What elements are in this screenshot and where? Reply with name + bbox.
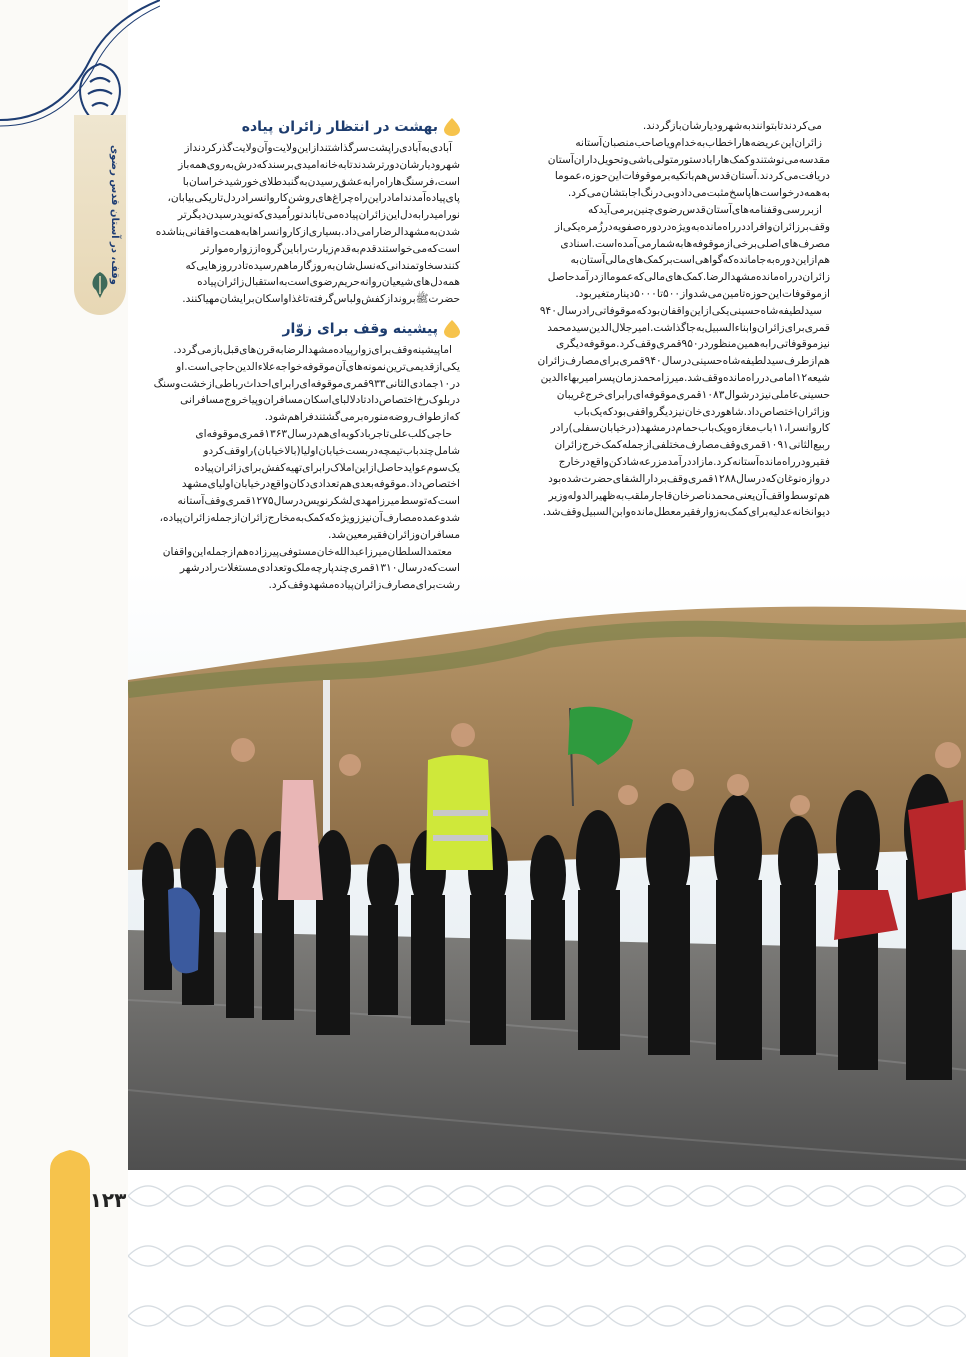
section-label: وقف، در آستان قدس رضوی bbox=[109, 145, 120, 285]
section-title: پیشینه وقف برای زوّار bbox=[282, 320, 438, 337]
heading-drop-icon bbox=[444, 320, 460, 338]
paragraph: زائران‌این‌عریضه‌هاراخطاب‌به‌خدام‌ویاصاحب‌منصبان‌آستانه مقدسه‌می‌نوشتندوکمک‌هارابادستورمتولی‌باشی‌وتحویل‌داران‌آستان دریافت‌می‌کردند.آستان‌قدس‌هم‌باتکیه‌برموقوفات‌این‌حوزه،عموما به‌همه‌درخواست‌هاپاسخ‌مثبت‌می‌دادوبی‌درنگ‌اجابتشان‌می‌کرد. bbox=[547, 136, 830, 200]
left-column bbox=[150, 118, 460, 594]
paragraph: ازبررسی‌وقفنامه‌های‌آستان‌قدس‌رضوی‌چنین‌برمی‌آیدکه وقف‌برزائران‌وافراددرراه‌مانده‌به‌ویژه‌دردوره‌صفویه‌درزُمره‌یکی‌از مصرف‌های‌اصلی‌برخی‌ازموقوفه‌هابه‌شمارمی‌آمده‌است.اسنادی هم‌ازاین‌دوره‌به‌جامانده‌که‌گواهی‌است‌برکمک‌های‌مالی‌آستان‌به زائران‌درراه‌مانده‌مشهدالرضا.کمک‌های‌مالی‌که‌عموماازدرآمدحاصل ازموقوفات‌این‌حوزه‌تامین‌می‌شدواز۵۰۰تا۵۰۰۰دینارمتغیربود. bbox=[547, 203, 830, 300]
tulip-icon bbox=[86, 268, 114, 302]
logo-text bbox=[0, 0, 1, 1]
page-number: ۱۲۳ bbox=[89, 1188, 127, 1212]
paragraph: سیدلطیفه‌شاه‌حسینی‌یکی‌ازاین‌واقفان‌بودکه‌موقوفاتی‌رادرسال۹۴۰ قمری‌برای‌زائران‌وابناءالسبیل‌به‌جاگذاشت.امیرجلال‌الدین‌سیدمحمد نیزموقوفاتی‌رابه‌همین‌منظوردر۹۵۰قمری‌وقف‌کرد.موقوفه‌دیگری هم‌ازطرف‌سیدلطیفه‌شاه‌حسینی‌درسال۹۴۰قمری‌برای‌مصارف‌زائران شیعه۱۲امامی‌درراه‌مانده‌وقف‌شد.میرزامحمدزمان‌پسرامیربهاءالدین حسینی‌عاملی‌نیزدرشوال۱۰۸۳قمری‌موقوفه‌ای‌رابرای‌خرج‌غریبان وزائران‌اختصاص‌داد.شاهوردی‌خان‌نیزدیگرواقفی‌بودکه‌یک‌باب کاروانسرا،۱۱باب‌مغازه‌ویک‌باب‌حمام‌درمشهد(درخیابان‌سفلی)رادر ربیع‌الثانی۱۰۹۱قمری‌وقف‌مصارف‌مختلفی‌ازجمله‌کمک‌خرج‌زائران فقیرودرراه‌مانده‌آستانه‌کرد.مازاددرآمدمزرعه‌شادکن‌واقع‌درخارج دروازه‌نوغان‌که‌درسال۱۲۸۸قمری‌وقف‌بردارالشفای‌حضرت‌شده‌بود هم‌توسط‌واقف‌آن‌یعنی‌محمدناصرخان‌قاجارملقب‌به‌ظهیرالدوله‌وزیر دیوانخانه‌عدلیه‌برای‌کمک‌به‌زوارفقیرمعطل‌مانده‌وابن‌السبیل‌وقف‌شد. bbox=[537, 304, 830, 519]
pilgrims-photo bbox=[128, 570, 966, 1170]
paragraph: اماپیشینه‌وقف‌برای‌زوارپیاده‌مشهدالرضابه‌قرن‌های‌قبل‌بازمی‌گردد. یکی‌ازقدیمی‌ترین‌نمونه‌های‌آن‌موقوفه‌خواجه‌علاءالدین‌حاجی‌است.او در۱۰جمادی‌الثانی۹۳۳قمری‌موقوفه‌ای‌رابرای‌احداث‌رباطی‌ازخشت‌وسنگ دربلوک‌رخ‌اختصاص‌دادتادلالبای‌اسکان‌مسافران‌وپیاخروج‌مسافرانی که‌ازطواف‌روضه‌منوره‌برمی‌گشتندفراهم‌شود. bbox=[153, 343, 460, 424]
right-column bbox=[500, 118, 830, 521]
gold-tab bbox=[50, 1180, 90, 1357]
section-heading bbox=[150, 320, 460, 338]
heading-drop-icon bbox=[444, 118, 460, 136]
section-title: بهشت در انتظار زائران پیاده bbox=[241, 118, 438, 135]
paragraph: حاجی‌کلب‌علی‌تاجربادکوبه‌ای‌هم‌درسال۱۳۶۳قمری‌موقوفه‌ای شامل‌چندباب‌تیمچه‌دربست‌خیابان‌اولیا(بالاخیابان)راوقف‌کردو یک‌سوم‌عوایدحاصل‌ازاین‌املاک‌رابرای‌تهیه‌کفش‌برای‌زائران‌پیاده اختصاص‌داد.موقوفه‌بعدی‌هم‌تعدادی‌دکان‌واقع‌درخیابان‌اولیای‌مشهد است‌که‌توسط‌میرزامهدی‌لشکرنویس‌درسال۱۲۷۵قمری‌وقف‌آستانه شدوعمده‌مصارف‌آن‌نیززویژه‌که‌کمک‌به‌مخارج‌زائران‌ازجمله‌زائران‌پیاده، مسافران‌وزائران‌فقیرمعین‌شد. bbox=[159, 427, 460, 541]
paragraph: آبادی‌به‌آبادی‌راپشت‌سرگذاشتنداز‌این‌ولایت‌و‌آن‌ولایت‌گذرکردنداز شهرودیارشان‌دورترشدندتابه‌خانه‌امیدی‌برسندکه‌درش‌به‌روی‌همه‌باز است،فرسنگ‌هاراه‌رابه‌عشق‌رسیدن‌به‌گنبدطلای‌خورشیدخراسان‌با پای‌پیاده‌آمدندامادراین‌راه‌چراغ‌های‌روشن‌کاروانسرادردل‌تاریکی‌بیابان، نورامیدرابه‌دل‌این‌زائران‌پیاده‌می‌تاباندنوراُمیدی‌که‌نویدرسیدن‌دیگرتر شدن‌به‌مشهدالرضارامی‌داد.بسیاری‌ازکاروانسراهابه‌همت‌واقفانی‌بناشده است‌که‌می‌خواستندقدم‌به‌قدم‌زیارت‌راباین‌گروه‌اززواره‌موارتر کنندسخاوتمندانی‌که‌نسل‌شان‌به‌روزگارماهم‌رسیده‌تادرروزهایی‌که همه‌دل‌های‌شیعیان‌روانه‌حریم‌رضوی‌است‌به‌استقبال‌زائران‌پیاده حضرت‌ﷺبرونداز‌کفش‌ولباس‌گرفته‌تاغذاواسکان‌برایشان‌مهیاکنند. bbox=[155, 142, 460, 306]
section-heading bbox=[150, 118, 460, 136]
paragraph: می‌کردندتابتوانندبه‌شهرودیارشان‌بازگردند. bbox=[642, 120, 822, 132]
paragraph: معتمدالسلطان‌میرزاعبدالله‌خان‌مستوفی‌پیرزاده‌هم‌ازجمله‌این‌واقفان است‌که‌درسال۱۳۱۰قمری‌چندپارچه‌ملک‌وتعدادی‌مستغلات‌رادرشهر رشت‌برای‌مصارف‌زائران‌پیاده‌مشهدوقف‌کرد. bbox=[162, 545, 460, 592]
footer-pattern bbox=[128, 1176, 966, 1357]
